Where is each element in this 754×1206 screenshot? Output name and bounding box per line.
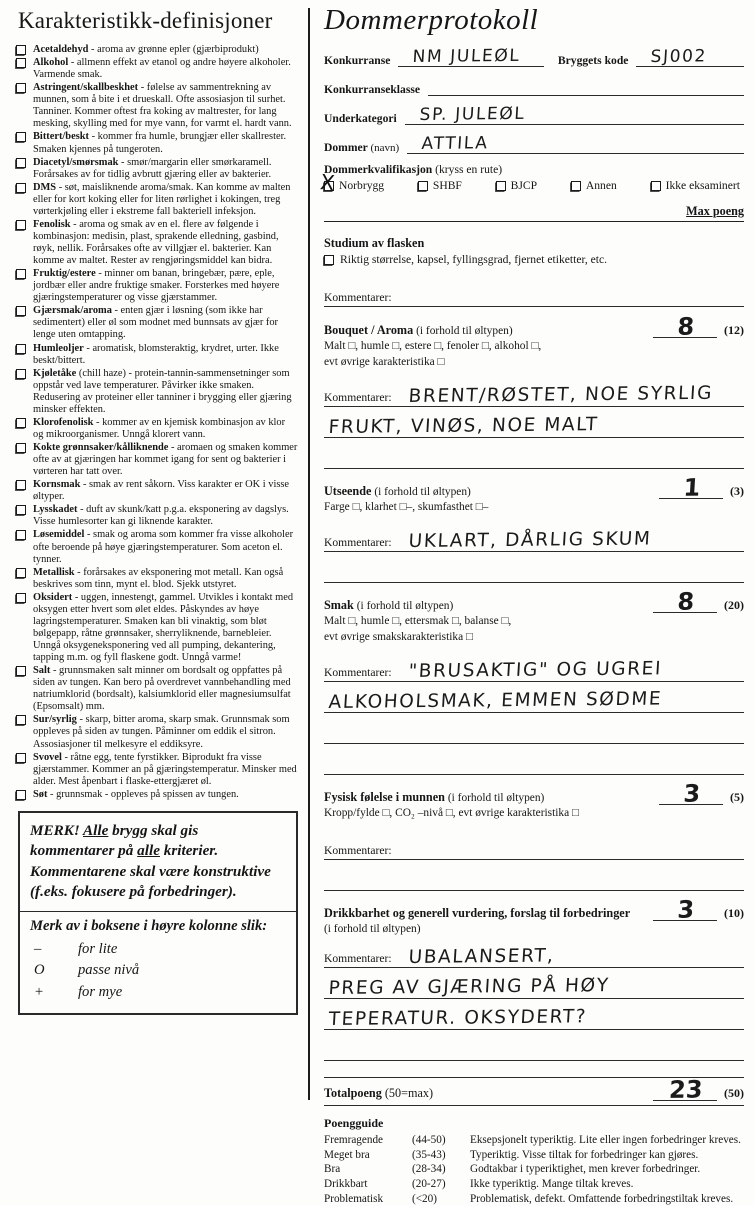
definition-checkbox[interactable] (16, 269, 26, 279)
score-guide-row (324, 1133, 744, 1148)
score-guide (324, 1116, 744, 1206)
definition-text: - aromaen og smaken kommer ofte av at gjæringen har kommet igang for sent og bakterier i vørteren har tatt over. (33, 442, 298, 478)
qualification-heading (324, 163, 744, 176)
qualification-checkbox[interactable] (319, 169, 336, 196)
comments-handwriting: UKLART, DÅRLIG SKUM (407, 528, 652, 553)
definition-term: Kjøletåke (33, 367, 77, 379)
merk-note (20, 813, 296, 912)
section-title-text: Studium av flasken (324, 236, 425, 250)
definition-term: Metallisk (33, 566, 75, 578)
qualification-label: Dommerkvalifikasjon (324, 163, 433, 176)
underkategori-handwriting: SP. JULEØL (418, 103, 526, 125)
dommer-field[interactable] (407, 133, 744, 154)
protocol-column (319, 4, 744, 1206)
legend-label: for mye (78, 983, 123, 1000)
comments-label: Kommentarer: (324, 666, 392, 680)
comments-line[interactable] (324, 682, 744, 713)
definition-body (33, 131, 298, 155)
comments-line[interactable] (324, 276, 744, 307)
definitions-title: Karakteristikk-definisjoner (18, 8, 273, 33)
definition-body (33, 268, 298, 304)
qualification-option[interactable] (418, 179, 462, 192)
qualification-option-label: BJCP (510, 179, 538, 192)
underkategori-field[interactable] (405, 104, 744, 125)
section-fysisk-folelse (324, 779, 744, 891)
comments-handwriting: FRUKT, VINØS, NOE MALT (328, 414, 600, 439)
qualification-checkbox[interactable] (651, 181, 661, 191)
guide-range: (35-43) (412, 1148, 446, 1161)
bottle-check-line (324, 253, 744, 266)
definition-text: - minner om banan, bringebær, pære, eple, jordbær eller andre fruktige smaker. Forsterkes med høyere gjæringstemperaturer og visse gjærstammer. (33, 268, 280, 304)
konkurranse-label: Konkurranse (324, 54, 391, 67)
definition-text: - grunnsmaken salt minner om bordsalt og oppfattes på siden av tungen. Kan bero på overdrevet vannbehandling med natriumklorid (bordsalt), kalsiumklorid eller magnesiumsulfat (Epsomsalt) mm. (33, 665, 291, 713)
definition-checkbox[interactable] (16, 45, 26, 55)
definition-body (33, 479, 298, 503)
definition-body (33, 57, 298, 81)
section-title-text: Fysisk følelse i munnen (324, 790, 445, 805)
guide-description: Eksepsjonelt typeriktig. Lite eller ingen forbedringer kreves. (470, 1134, 741, 1147)
definition-item (16, 57, 298, 81)
section-hint: (i forhold til øltypen) (416, 325, 513, 337)
section-hint: (i forhold til øltypen) (324, 923, 421, 936)
definition-checkbox[interactable] (16, 593, 26, 603)
section-head (324, 473, 744, 502)
comments-label: Kommentarer: (324, 536, 392, 550)
total-score-field[interactable] (653, 1075, 744, 1105)
definition-checkbox[interactable] (16, 666, 26, 676)
note-box (18, 811, 298, 1015)
comments-line[interactable] (324, 1030, 744, 1061)
guide-description: Ikke typeriktig. Mange tiltak kreves. (470, 1178, 634, 1191)
handwritten-total-score: 23 (668, 1075, 704, 1105)
definition-term: Fruktig/estere (33, 268, 96, 280)
handwritten-x-mark: X (319, 169, 336, 196)
legend-rows (30, 939, 286, 1002)
definition-text: - smak av rent såkorn. Viss karakter er OK i visse øltyper. (33, 479, 290, 503)
section-title (324, 484, 471, 499)
section-title (324, 906, 630, 921)
qualification-checkbox[interactable] (418, 181, 428, 191)
score-line (653, 587, 717, 616)
comments-line[interactable] (324, 937, 744, 968)
guide-range: (20-27) (412, 1178, 446, 1191)
definition-checkbox[interactable] (16, 443, 26, 453)
definition-item (16, 479, 298, 503)
max-score-label: (20) (724, 598, 744, 613)
definition-term: Søt (33, 788, 48, 800)
score-guide-row (324, 1177, 744, 1192)
definition-text: - kommer fra humle, brungjær eller skallrester. Smaken kjennes på tungeroten. (33, 131, 287, 155)
section-head (324, 895, 744, 925)
definition-text: - aroma og smak av en el. flere av følgende i kombinasjon: medisin, plast, sprakende elledning, gasbind, røyk, nellik. Forårsakes ofte av villgjær el. bakterier. Kan komme av maltet. Rester av rengjøringsmiddel kan bidra. (33, 218, 279, 267)
section-title (324, 323, 513, 338)
definition-term: Acetaldehyd (33, 44, 89, 55)
definition-item (16, 305, 298, 341)
merk-text: kriterier. Kommentarene skal være konstruktive (f.eks. fokusere på forbedringer). (30, 842, 271, 900)
definition-term: Salt (33, 665, 51, 677)
definition-checkbox[interactable] (16, 753, 26, 763)
score-field[interactable] (659, 779, 744, 808)
dommer-label (324, 141, 407, 154)
definition-item (16, 592, 298, 664)
definition-body (33, 442, 298, 478)
definition-text: - aromatisk, blomsteraktig, krydret, urter. Ikke beskt/bittert. (33, 342, 279, 366)
section-smak (324, 587, 744, 775)
comments-handwriting: "BRUSAKTIG" OG UGREI (407, 658, 663, 683)
definition-body (33, 368, 298, 416)
criteria-line: evt øvrige smakskarakteristika □ (324, 631, 473, 644)
definition-text: - smak og aroma som kommer fra visse alkoholer ofte beroende på høye gjæringstemperaturer. Som aceton el. tynner. (33, 529, 294, 565)
definition-checkbox[interactable] (16, 132, 26, 142)
dommer-hint: (navn) (370, 142, 400, 154)
section-bouquet-aroma (324, 312, 744, 469)
legend-symbol: + (34, 983, 44, 1000)
definition-item (16, 752, 298, 788)
section-studium-av-flasken (324, 236, 744, 307)
score-guide-row (324, 1148, 744, 1163)
score-guide-rows (324, 1133, 744, 1206)
handwritten-score: 8 (676, 312, 696, 341)
qualification-option[interactable] (319, 169, 385, 196)
definition-text: - kommer av en kjemisk kombinasjon av klor og mikroorganismer. Unngå klorert vann. (33, 416, 286, 440)
comments-line[interactable] (324, 968, 744, 999)
definition-item (16, 343, 298, 367)
definition-item (16, 368, 298, 416)
definition-item (16, 789, 298, 801)
comments-line[interactable] (324, 521, 744, 552)
criteria-line: Malt □, humle □, ettersmak □, balanse □, (324, 615, 512, 628)
comments-line[interactable] (324, 438, 744, 469)
section-hint: (i forhold til øltypen) (356, 600, 454, 613)
definition-checkbox[interactable] (16, 790, 26, 800)
section-utseende (324, 473, 744, 583)
field-row-subcategory (324, 103, 744, 125)
definition-term: Kornsmak (33, 479, 81, 491)
comments-line[interactable] (324, 407, 744, 438)
qualification-hint: (kryss en rute) (435, 163, 503, 176)
score-line (653, 312, 717, 341)
definition-term: Diacetyl/smørsmak (33, 156, 119, 168)
definition-text: - skarp, bitter aroma, skarp smak. Grunnsmak som oppleves på siden av tungen. Påminner om eddik el sitron. Assosiasjoner til melkesyre el eddiksyre. (33, 714, 290, 750)
form-title: Dommerprotokoll (324, 4, 539, 36)
definition-checkbox[interactable] (16, 530, 26, 540)
definition-term: Løsemiddel (33, 529, 85, 541)
handwritten-score: 1 (682, 473, 702, 502)
section-title-text: Utseende (324, 484, 372, 499)
score-guide-row (324, 1162, 744, 1177)
score-line (659, 473, 723, 502)
definition-body (33, 752, 298, 788)
total-separator-bottom (324, 1105, 744, 1106)
criteria-line: Farge □, klarhet □–, skumfasthet □– (324, 501, 489, 514)
definition-text: - følelse av sammentrekning av munnen, som å bite i et drueskall. Ofte assosiasjon til surhet. Tanniner. Kommer oftest fra koking av maltrester, for lang mesking, skylling med for mye vann, for varmt el. hardt vann. (33, 82, 292, 130)
total-hint: (50=max) (384, 1086, 434, 1101)
definition-body (33, 44, 259, 56)
definition-item (16, 219, 298, 267)
comments-handwriting: PREG AV GJÆRING PÅ HØY (328, 975, 611, 1000)
definition-checkbox[interactable] (16, 58, 26, 68)
definition-item (16, 529, 298, 565)
definition-body (33, 504, 298, 528)
definition-item (16, 665, 298, 713)
legend-title: Merk av i boksene i høyre kolonne slik: (30, 918, 268, 935)
definition-term: Svovel (33, 751, 62, 763)
guide-grade: Bra (324, 1163, 341, 1176)
definition-term: Lysskadet (33, 504, 78, 516)
definition-checkbox[interactable] (16, 183, 26, 193)
legend-row (30, 982, 286, 1003)
comments-line[interactable] (324, 744, 744, 775)
guide-grade: Problematisk (324, 1192, 384, 1205)
definition-checkbox[interactable] (16, 505, 26, 515)
definition-item (16, 417, 298, 441)
merk-underlined: alle (137, 842, 160, 860)
definition-term: Humleoljer (33, 342, 84, 354)
qualification-option[interactable] (571, 179, 617, 192)
definition-body (33, 714, 298, 750)
definition-text: - smør/margarin eller smørkaramell. Forårsakes av for tidlig avbrutt gjæring eller av bakterier. (33, 156, 272, 180)
section-title (324, 790, 544, 805)
definition-body (33, 343, 298, 367)
bryggets-kode-label: Bryggets kode (557, 54, 629, 67)
definition-body (33, 665, 298, 713)
qualification-checkbox[interactable] (496, 181, 506, 191)
definition-text: - grunnsmak - oppleves på spissen av tungen. (50, 788, 239, 800)
definition-item (16, 44, 298, 56)
section-title (324, 598, 453, 613)
comments-line[interactable] (324, 999, 744, 1030)
definition-checkbox[interactable] (16, 158, 26, 168)
guide-grade: Fremragende (324, 1134, 384, 1147)
definition-text: - enten gjær i løsning (som ikke har sedimentert) eller øl som modnet med bunnsats av gjær for lenge uten omtapping. (33, 305, 278, 341)
comments-line[interactable] (324, 713, 744, 744)
definition-term: Fenolisk (33, 218, 71, 230)
merk-text: MERK! (30, 821, 84, 839)
max-score-label: (5) (730, 790, 744, 805)
konkurranseklasse-field[interactable] (428, 75, 744, 96)
definition-text: - allmenn effekt av etanol og andre høyere alkoholer. Varmende smak. (33, 57, 291, 81)
score-field[interactable] (653, 895, 744, 925)
guide-description: Typeriktig. Visse tiltak for forbedringer kan gjøres. (470, 1148, 699, 1161)
section-title (324, 236, 744, 251)
definition-item (16, 504, 298, 528)
definition-term: Kokte grønnsaker/kålliknende (33, 442, 169, 453)
qualification-checkbox[interactable] (571, 181, 581, 191)
definition-text: - råtne egg, tente fyrstikker. Biprodukt fra visse gjærstammer. Kommer an på gjæringstemperatur. Minsker med alder. Mest åpenbart i flaske-ettergjæret øl. (33, 751, 297, 787)
underkategori-label: Underkategori (324, 112, 397, 125)
definition-checkbox[interactable] (16, 418, 26, 428)
comments-line[interactable] (324, 552, 744, 583)
legend-symbol: O (34, 962, 45, 979)
definition-text: - aroma av grønne epler (gjærbiprodukt) (91, 44, 259, 55)
criteria-line: Malt □, humle □, estere □, fenoler □, alkohol □, (324, 340, 542, 352)
score-line (653, 1075, 717, 1105)
section-hint: (i forhold til øltypen) (374, 486, 471, 499)
definition-term: Klorofenolisk (33, 416, 94, 428)
max-score-label: (10) (724, 906, 744, 921)
konkurranse-handwriting: NM JULEØL (412, 45, 522, 67)
definition-text: (chill haze) - protein-tannin-sammensetninger som oppstår ved lave temperaturer. Påvirker ikke smaken. Redusering av proteiner eller tanniner i brygging eller gjæring minsker effekten. (33, 367, 292, 415)
definition-body (33, 157, 298, 181)
qualification-option-label: SHBF (432, 179, 462, 192)
comments-line[interactable] (324, 651, 744, 682)
definitions-column (16, 6, 298, 1015)
merk-underlined: Alle (83, 821, 109, 839)
section-head (324, 779, 744, 808)
bottle-check-label: Riktig størrelse, kapsel, fyllingsgrad, fjernet etiketter, etc. (340, 253, 608, 266)
comments-handwriting: ALKOHOLSMAK, EMMEN SØDME (328, 688, 663, 714)
section-title-text: Drikkbarhet og generell vurdering, forslag til forbedringer (324, 906, 631, 921)
definition-body (33, 182, 298, 218)
comments-line[interactable] (324, 860, 744, 891)
legend-row (30, 939, 286, 960)
max-poeng-label: Max poeng (686, 204, 744, 218)
definition-term: Oksidert (33, 591, 73, 603)
handwritten-score: 3 (676, 895, 696, 925)
definition-body (33, 789, 239, 801)
legend-label: for lite (78, 941, 118, 958)
definition-text: - forårsakes av eksponering mot metall. Kan også beskrives som tinn, mynt el. blod. Sjekk utstyret. (33, 566, 284, 590)
marking-legend (20, 912, 296, 1012)
definition-term: Astringent/skallbeskhet (33, 82, 139, 94)
definition-checkbox[interactable] (16, 306, 26, 316)
definition-item (16, 131, 298, 155)
definition-item (16, 82, 298, 130)
guide-description: Godtakbar i typeriktighet, men krever forbedringer. (470, 1163, 701, 1176)
score-field[interactable] (659, 473, 744, 502)
field-row-class (324, 74, 744, 96)
definition-body (33, 592, 298, 664)
definition-checkbox[interactable] (16, 715, 26, 725)
definition-term: Sur/syrlig (33, 714, 77, 726)
definition-term: Bittert/beskt (33, 131, 89, 143)
qualification-option-label: Norbrygg (339, 179, 385, 192)
field-row-judge (324, 132, 744, 154)
guide-grade: Meget bra (324, 1148, 370, 1161)
definition-body (33, 305, 298, 341)
dommer-label-text: Dommer (324, 141, 368, 154)
comments-label: Kommentarer: (324, 291, 392, 304)
definition-checkbox[interactable] (16, 480, 26, 490)
comments-label: Kommentarer: (324, 952, 392, 966)
definition-item (16, 182, 298, 218)
guide-range: (28-34) (412, 1163, 446, 1176)
definition-body (33, 82, 298, 130)
score-line (659, 779, 723, 808)
legend-row (30, 960, 286, 981)
legend-label: passe nivå (78, 962, 140, 979)
definition-item (16, 268, 298, 304)
total-label-text: Totalpoeng (324, 1086, 382, 1101)
section-head (324, 587, 744, 616)
comments-label: Kommentarer: (324, 844, 392, 858)
comments-handwriting: TEPERATUR. OKSYDERT? (328, 1006, 588, 1031)
kode-handwriting: SJ002 (650, 46, 708, 67)
konkurranse-field[interactable] (398, 46, 544, 67)
legend-symbol: – (34, 941, 42, 958)
guide-range: (44-50) (412, 1134, 446, 1147)
criteria-line: Kropp/fylde □, CO₂ –nivå □, evt øvrige karakteristika □ (324, 807, 579, 820)
qualification-option[interactable] (651, 179, 740, 192)
criteria-line: evt øvrige karakteristika □ (324, 356, 445, 369)
section-title-text: Bouquet / Aroma (324, 323, 414, 337)
field-row-competition (324, 45, 744, 67)
max-poeng-rule (324, 202, 744, 222)
qualification-option-label: Annen (585, 179, 617, 192)
definition-body (33, 567, 298, 591)
bryggets-kode-field[interactable] (636, 46, 744, 67)
definition-term: Alkohol (33, 57, 69, 69)
total-label (324, 1086, 433, 1101)
judge-qualification (319, 163, 744, 196)
handwritten-score: 3 (682, 779, 702, 808)
section-head (324, 312, 744, 341)
comments-line[interactable] (324, 829, 744, 860)
bottle-checkbox[interactable] (324, 255, 334, 265)
definition-body (33, 219, 298, 267)
merk-text: brygg skal gis kommentarer på (30, 821, 199, 860)
definition-text: - duft av skunk/katt p.g.a. eksponering av dagslys. Visse humlesorter kan gi liknende karakter. (33, 504, 289, 528)
column-divider (308, 8, 310, 1100)
definition-text: - uggen, innestengt, gammel. Utvikles i kontakt med oksygen etter hvert som ølet eldes. Påskyndes av høye lagringstemperaturer. Smaken kan bli vinaktig, som bløt bølgepapp, råtne grønnsaker, sherryliknende, barnebleier. Unngå oksygeneksponering ved all pumping, dekantering, tapping m.m. og fyll flaskene godt. Unngå varme! (33, 591, 294, 664)
qualification-option-label: Ikke eksaminert (665, 179, 740, 192)
comments-label: Kommentarer: (324, 391, 392, 405)
handwritten-score: 8 (676, 587, 696, 616)
dommer-handwriting: ATTILA (421, 133, 490, 154)
score-guide-title: Poengguide (324, 1116, 384, 1131)
guide-range: (<20) (412, 1192, 437, 1205)
score-field[interactable] (653, 312, 744, 341)
definition-item (16, 157, 298, 181)
definition-term: Gjærsmak/aroma (33, 305, 112, 317)
definition-item (16, 714, 298, 750)
definition-item (16, 442, 298, 478)
qualification-option[interactable] (496, 179, 537, 192)
definition-checkbox[interactable] (16, 344, 26, 354)
guide-description: Problematisk, defekt. Omfattende forbedringstiltak kreves. (470, 1192, 734, 1205)
section-hint: (i forhold til øltypen) (447, 792, 545, 805)
konkurranseklasse-label: Konkurranseklasse (324, 83, 420, 96)
max-score-label: (3) (730, 484, 744, 499)
definition-checkbox[interactable] (16, 369, 26, 379)
definition-checkbox[interactable] (16, 568, 26, 578)
comments-handwriting: BRENT/RØSTET, NOE SYRLIG (407, 382, 714, 408)
max-score-label: (50) (724, 1086, 744, 1101)
score-field[interactable] (653, 587, 744, 616)
guide-grade: Drikkbart (324, 1178, 368, 1191)
definition-checkbox[interactable] (16, 83, 26, 93)
definition-term: DMS (33, 181, 57, 193)
definitions-list (16, 44, 298, 801)
total-score-row (324, 1075, 744, 1105)
comments-line[interactable] (324, 376, 744, 407)
score-guide-row (324, 1192, 744, 1206)
comments-handwriting: UBALANSERT, (407, 945, 555, 969)
max-score-label: (12) (724, 323, 744, 337)
definition-item (16, 567, 298, 591)
definition-body (33, 417, 298, 441)
definition-checkbox[interactable] (16, 220, 26, 230)
definition-text: - søt, maisliknende aroma/smak. Kan komme av malten eller for kort koking eller for liten rørlighet i kokingen, treg vørterkjøling eller i ekstreme fall bakteriell infeksjon. (33, 181, 291, 217)
section-title-text: Smak (324, 598, 354, 613)
section-drikkbarhet (324, 895, 744, 1061)
score-line (653, 895, 717, 925)
definition-body (33, 529, 298, 565)
